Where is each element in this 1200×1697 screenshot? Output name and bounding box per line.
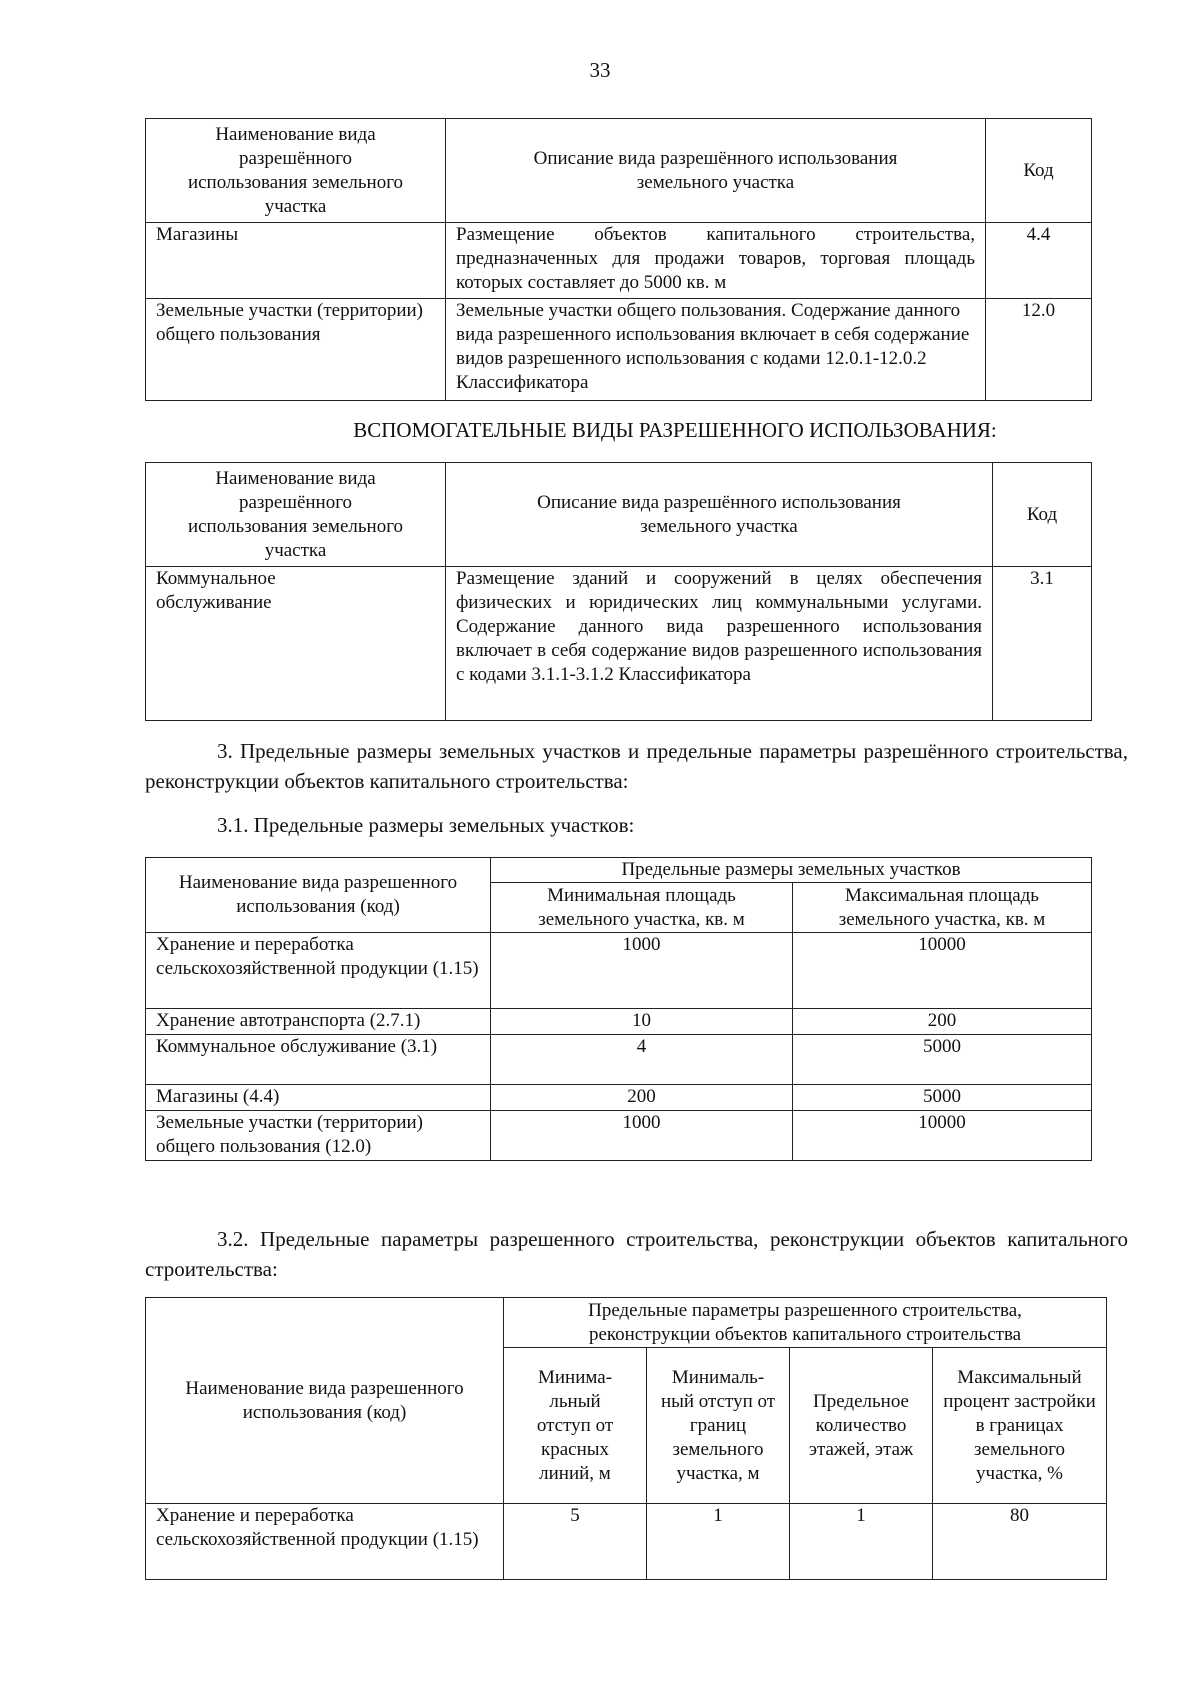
header-description: Описание вида разрешённого использования земельного участка xyxy=(446,119,986,223)
table-header-row xyxy=(146,858,1092,883)
header-code: Код xyxy=(993,463,1092,567)
row-description: Земельные участки общего пользования. Содержание данного вида разрешенного использования включает в себя содержание видов разрешенного использования с кодами 12.0.1-12.0.2 Классификатора xyxy=(446,299,986,401)
row-min: 1000 xyxy=(491,1111,793,1161)
construction-params-table xyxy=(145,1297,1107,1580)
table-row xyxy=(146,1085,1092,1111)
section-3-1-text: 3.1. Предельные размеры земельных участков: xyxy=(217,813,635,837)
plot-sizes-table xyxy=(145,857,1092,1161)
table-row xyxy=(146,1504,1107,1580)
header-name: Наименование вида разрешенного использования (код) xyxy=(146,858,491,933)
table-row xyxy=(146,933,1092,1009)
table-row xyxy=(146,299,1092,401)
row-max: 10000 xyxy=(793,1111,1092,1161)
row-name: Земельные участки (территории) общего пользования xyxy=(146,299,446,401)
page-number: 33 xyxy=(589,58,611,82)
header-name: Наименование вида разрешённого использования земельного участка xyxy=(146,119,446,223)
table-row xyxy=(146,1035,1092,1085)
row-min: 10 xyxy=(491,1009,793,1035)
auxiliary-uses-table xyxy=(145,462,1092,721)
row-name: Хранение и переработка сельскохозяйственной продукции (1.15) xyxy=(146,1504,504,1580)
row-min: 200 xyxy=(491,1085,793,1111)
row-name: Хранение автотранспорта (2.7.1) xyxy=(146,1009,491,1035)
table-row xyxy=(146,223,1092,299)
table-header-row xyxy=(146,1298,1107,1348)
row-min: 1000 xyxy=(491,933,793,1009)
header-min-area: Минимальная площадь земельного участка, кв. м xyxy=(491,883,793,933)
table-row xyxy=(146,1009,1092,1035)
header-boundary-setback: Минималь-ный отступ от границ земельного участка, м xyxy=(647,1348,790,1504)
row-max: 5000 xyxy=(793,1035,1092,1085)
row-name: Магазины xyxy=(146,223,446,299)
row-floors: 1 xyxy=(790,1504,933,1580)
header-group: Предельные параметры разрешенного строительства, реконструкции объектов капитального строительства xyxy=(504,1298,1107,1348)
row-code: 3.1 xyxy=(993,567,1092,721)
table-row xyxy=(146,1111,1092,1161)
row-description: Размещение зданий и сооружений в целях обеспечения физических и юридических лиц коммунальными услугами. Содержание данного вида разрешенного использования включает в себя содержание видов разрешенного использования с кодами 3.1.1-3.1.2 Классификатора xyxy=(446,567,993,721)
row-max: 10000 xyxy=(793,933,1092,1009)
row-name: Хранение и переработка сельскохозяйственной продукции (1.15) xyxy=(146,933,491,1009)
row-red-lines: 5 xyxy=(504,1504,647,1580)
row-code: 4.4 xyxy=(986,223,1092,299)
header-red-lines-setback: Минима-льный отступ от красных линий, м xyxy=(504,1348,647,1504)
header-group: Предельные размеры земельных участков xyxy=(491,858,1092,883)
row-coverage: 80 xyxy=(933,1504,1107,1580)
header-name: Наименование вида разрешённого использования земельного участка xyxy=(146,463,446,567)
row-max: 5000 xyxy=(793,1085,1092,1111)
row-max: 200 xyxy=(793,1009,1092,1035)
header-name: Наименование вида разрешенного использования (код) xyxy=(146,1298,504,1504)
header-code: Код xyxy=(986,119,1092,223)
header-floors: Предельное количество этажей, этаж xyxy=(790,1348,933,1504)
row-code: 12.0 xyxy=(986,299,1092,401)
table-header-row xyxy=(146,463,1092,567)
row-name: Коммунальное обслуживание (3.1) xyxy=(146,1035,491,1085)
row-name: Земельные участки (территории) общего пользования (12.0) xyxy=(146,1111,491,1161)
row-min: 4 xyxy=(491,1035,793,1085)
auxiliary-uses-heading: ВСПОМОГАТЕЛЬНЫЕ ВИДЫ РАЗРЕШЕННОГО ИСПОЛЬЗОВАНИЯ: xyxy=(353,418,997,442)
header-coverage: Максимальный процент застройки в границах земельного участка, % xyxy=(933,1348,1107,1504)
row-name: Коммунальное обслуживание xyxy=(146,567,446,721)
section-3-text: 3. Предельные размеры земельных участков и предельные параметры разрешённого строительства, реконструкции объектов капитального строительства: xyxy=(145,739,1128,793)
row-name: Магазины (4.4) xyxy=(146,1085,491,1111)
row-boundaries: 1 xyxy=(647,1504,790,1580)
main-uses-table xyxy=(145,118,1092,401)
header-max-area: Максимальная площадь земельного участка, кв. м xyxy=(793,883,1092,933)
row-description: Размещение объектов капитального строительства, предназначенных для продажи товаров, торговая площадь которых составляет до 5000 кв. м xyxy=(446,223,986,299)
table-header-row xyxy=(146,119,1092,223)
section-3-2-text: 3.2. Предельные параметры разрешенного строительства, реконструкции объектов капитального строительства: xyxy=(145,1227,1128,1281)
header-description: Описание вида разрешённого использования земельного участка xyxy=(446,463,993,567)
table-row xyxy=(146,567,1092,721)
